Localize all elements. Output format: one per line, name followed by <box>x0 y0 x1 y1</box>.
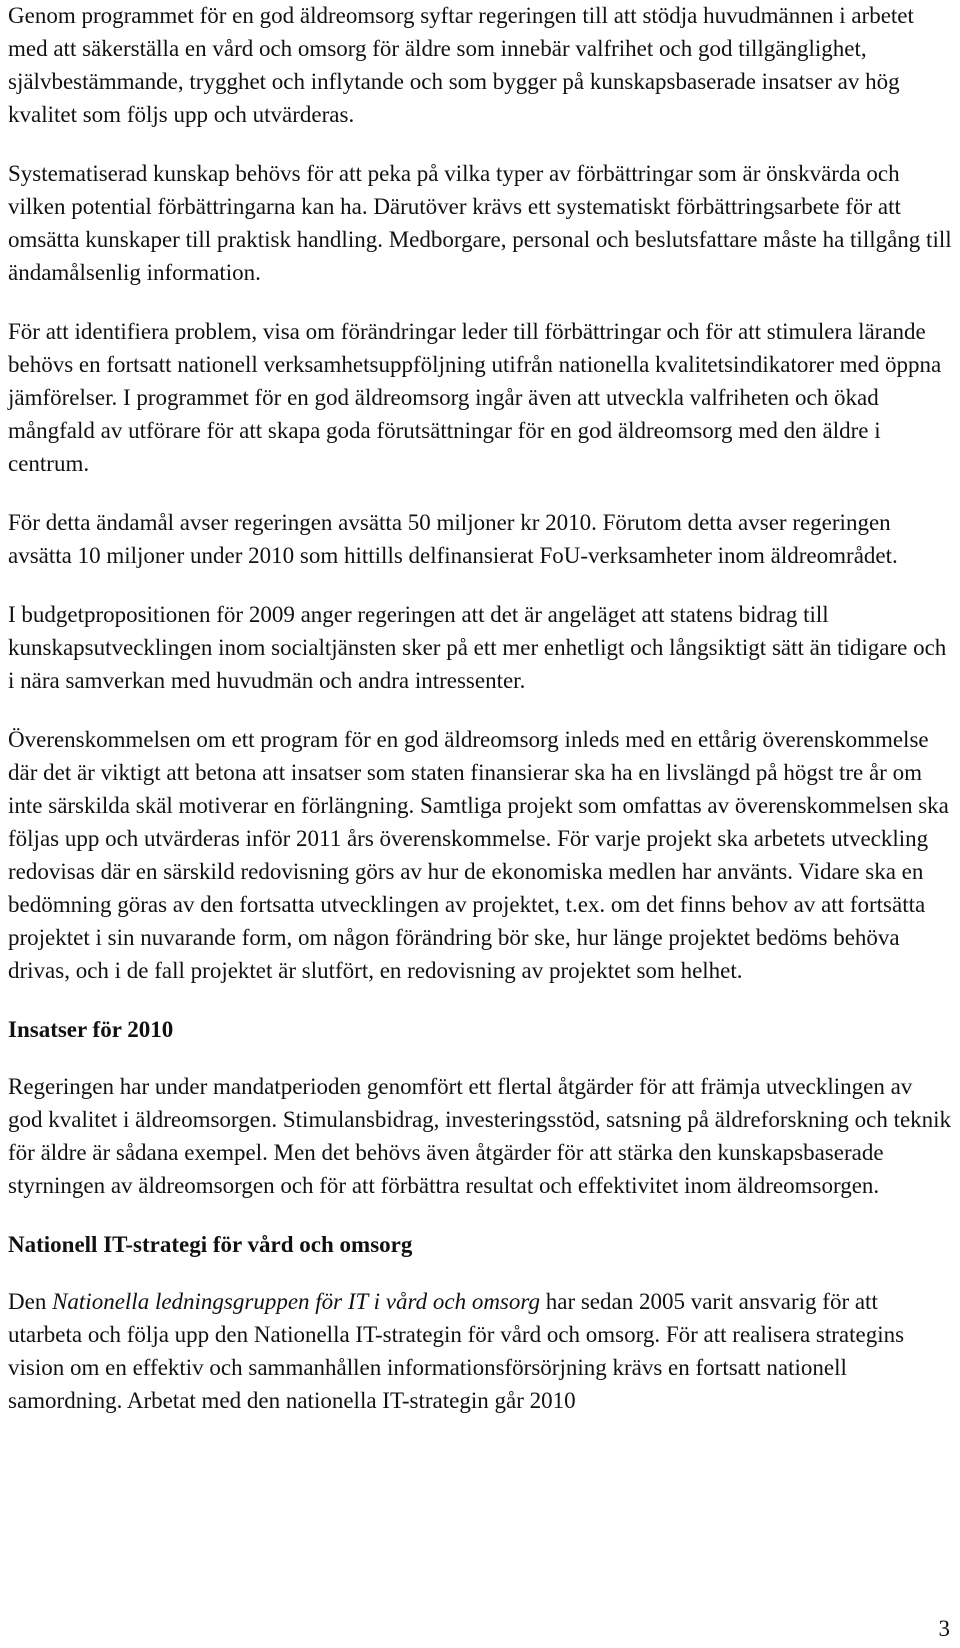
paragraph-it-strategy <box>8 1285 952 1417</box>
page-number: 3 <box>938 1616 950 1641</box>
it-strategy-text-end: har sedan 2005 varit ansvarig för att utarbeta och följa upp den Nationella IT-strategin för vård och omsorg. För att realisera strategins vision om en effektiv och sammanhållen informationsförsörjning krävs en fortsatt nationell samordning. Arbetat med den nationella IT-strategin går 2010 <box>8 1289 905 1413</box>
paragraph-agreement: Överenskommelsen om ett program för en god äldreomsorg inleds med en ettårig överenskommelse där det är viktigt att betona att insatser som staten finansierar ska ha en livslängd på högst tre år om inte särskilda skäl motiverar en förlängning. Samtliga projekt som omfattas av överenskommelsen ska följas upp och utvärderas inför 2011 års överenskommelse. För varje projekt ska arbetets utveckling redovisas där en särskild redovisning görs av hur de ekonomiska medlen har använts. Vidare ska en bedömning göras av den fortsatta utvecklingen av projektet, t.ex. om det finns behov av att fortsätta projektet i sin nuvarande form, om någon förändring bör ske, hur länge projektet bedöms behöva drivas, och i de fall projektet är slutfört, en redovisning av projektet som helhet. <box>8 727 949 983</box>
document-body <box>8 0 952 1443</box>
heading-insatser-2010: Insatser för 2010 <box>8 1017 174 1042</box>
paragraph-systematic-knowledge: Systematiserad kunskap behövs för att peka på vilka typer av förbättringar som är önskvärda och vilken potential förbättringarna kan ha. Därutöver krävs ett systematiskt förbättringsarbete för att omsätta kunskaper till praktisk handling. Medborgare, personal och beslutsfattare måste ha tillgång till ändamålsenlig information. <box>8 161 952 285</box>
it-strategy-text-start: Den <box>8 1289 53 1314</box>
paragraph-budget-proposition: I budgetpropositionen för 2009 anger regeringen att det är angeläget att statens bidrag till kunskapsutvecklingen inom socialtjänsten sker på ett mer enhetligt och långsiktigt sätt än tidigare och i nära samverkan med huvudmän och andra intressenter. <box>8 602 947 693</box>
heading-it-strategy: Nationell IT-strategi för vård och omsorg <box>8 1232 413 1257</box>
paragraph-quality-indicators: För att identifiera problem, visa om förändringar leder till förbättringar och för att stimulera lärande behövs en fortsatt nationell verksamhetsuppföljning utifrån nationella kvalitetsindikatorer med öppna jämförelser. I programmet för en god äldreomsorg ingår även att utveckla valfriheten och ökad mångfald av utförare för att skapa goda förutsättningar för en god äldreomsorg med den äldre i centrum. <box>8 319 942 476</box>
paragraph-measures: Regeringen har under mandatperioden genomfört ett flertal åtgärder för att främja utvecklingen av god kvalitet i äldreomsorgen. Stimulansbidrag, investeringsstöd, satsning på äldreforskning och teknik för äldre är sådana exempel. Men det behövs även åtgärder för att stärka den kunskapsbaserade styrningen av äldreomsorgen och för att förbättra resultat och effektivitet inom äldreomsorgen. <box>8 1074 952 1198</box>
paragraph-funding: För detta ändamål avser regeringen avsätta 50 miljoner kr 2010. Förutom detta avser regeringen avsätta 10 miljoner under 2010 som hittills delfinansierat FoU-verksamheter inom äldreområdet. <box>8 510 898 568</box>
it-strategy-group-name: Nationella ledningsgruppen för IT i vård och omsorg <box>52 1289 540 1314</box>
paragraph-program-aim: Genom programmet för en god äldreomsorg syftar regeringen till att stödja huvudmännen i arbetet med att säkerställa en vård och omsorg för äldre som innebär valfrihet och god tillgänglighet, självbestämmande, trygghet och inflytande och som bygger på kunskapsbaserade insatser av hög kvalitet som följs upp och utvärderas. <box>8 3 914 127</box>
